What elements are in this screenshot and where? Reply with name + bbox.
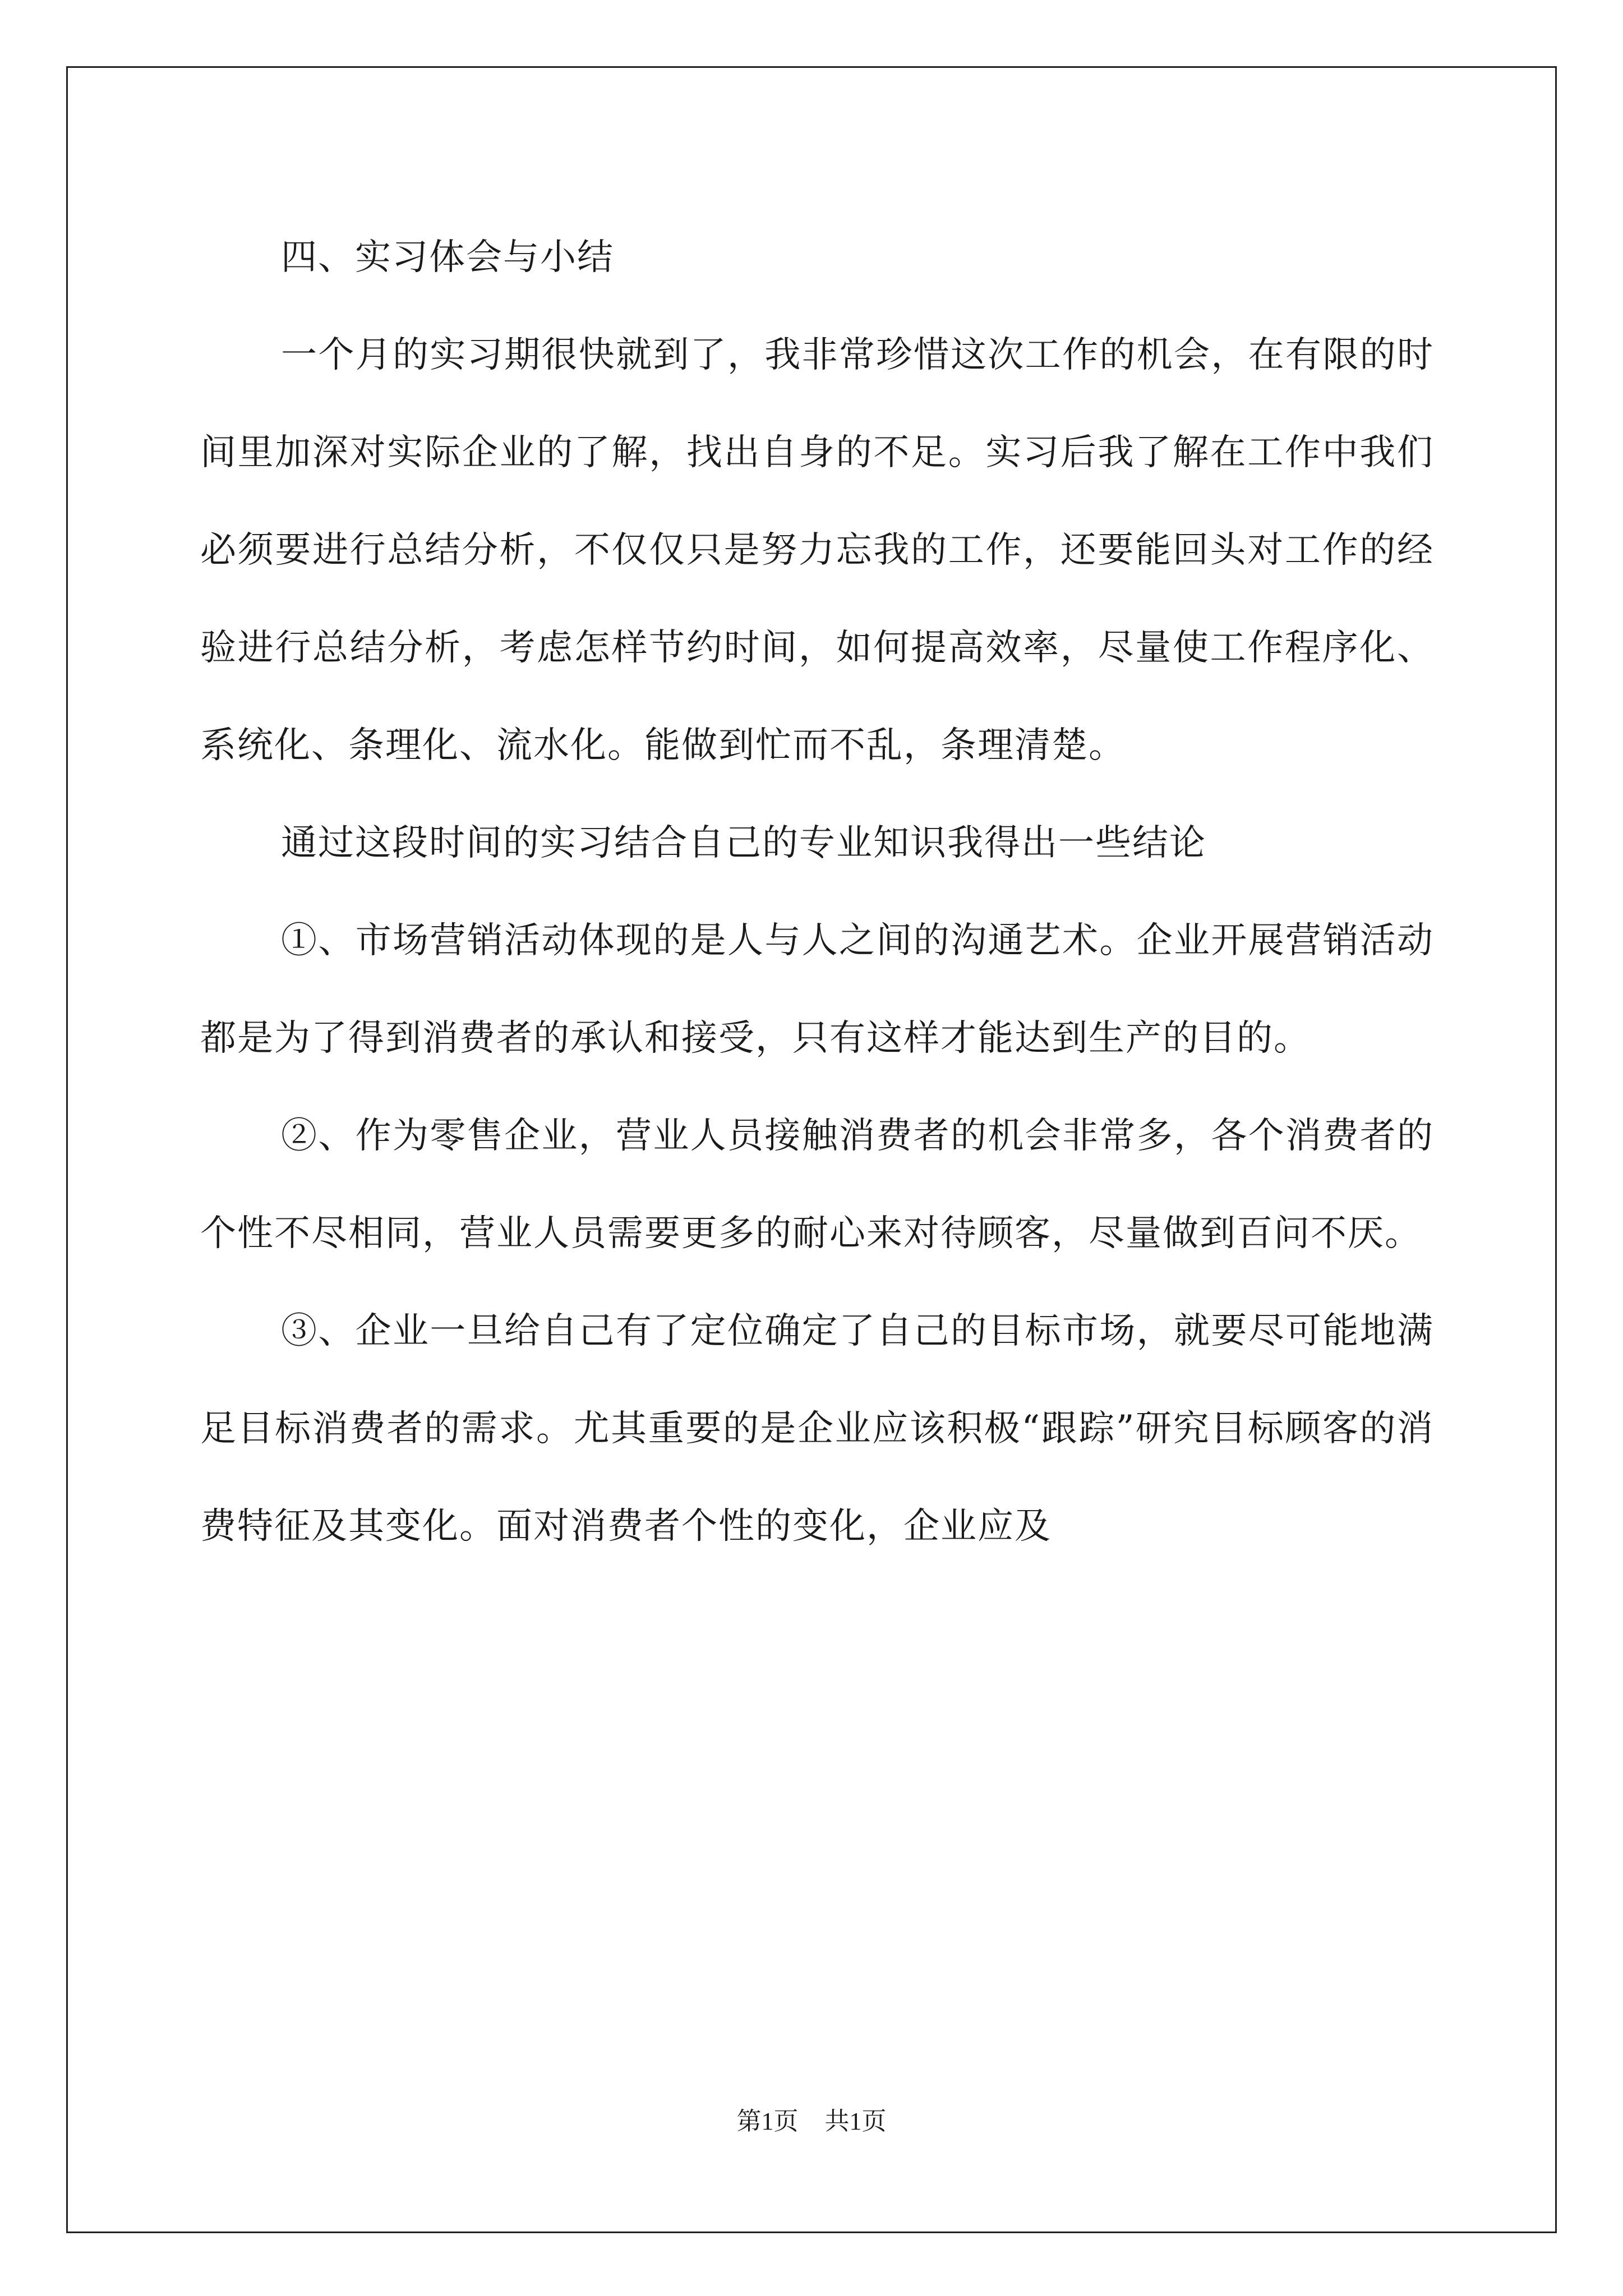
paragraph-summary: 一个月的实习期很快就到了，我非常珍惜这次工作的机会，在有限的时间里加深对实际企业的了解，找出自身的不足。实习后我了解在工作中我们必须要进行总结分析，不仅仅只是努力忘我的工作，还要能回头对工作的经验进行总结分析，考虑怎样节约时间，如何提高效率，尽量使工作程序化、系统化、条理化、流水化。能做到忙而不乱，条理清楚。 xyxy=(200,334,1434,766)
section-heading: 四、实习体会与小结 xyxy=(281,237,614,278)
document-body xyxy=(200,209,1434,1575)
paragraph-point-2: ②、作为零售企业，营业人员接触消费者的机会非常多，各个消费者的个性不尽相同，营业人员需要更多的耐心来对待顾客，尽量做到百问不厌。 xyxy=(200,1115,1434,1254)
page-number: 第1页 xyxy=(736,2108,799,2135)
paragraph-point-1: ①、市场营销活动体现的是人与人之间的沟通艺术。企业开展营销活动都是为了得到消费者的承认和接受，只有这样才能达到生产的目的。 xyxy=(200,920,1434,1059)
page-footer xyxy=(0,2101,1623,2137)
page-total: 共1页 xyxy=(824,2108,887,2135)
paragraph-point-3: ③、企业一旦给自己有了定位确定了自己的目标市场，就要尽可能地满足目标消费者的需求。尤其重要的是企业应该积极“跟踪”研究目标顾客的消费特征及其变化。面对消费者个性的变化，企业应及 xyxy=(200,1310,1434,1547)
paragraph-conclusion-intro: 通过这段时间的实习结合自己的专业知识我得出一些结论 xyxy=(281,822,1206,864)
